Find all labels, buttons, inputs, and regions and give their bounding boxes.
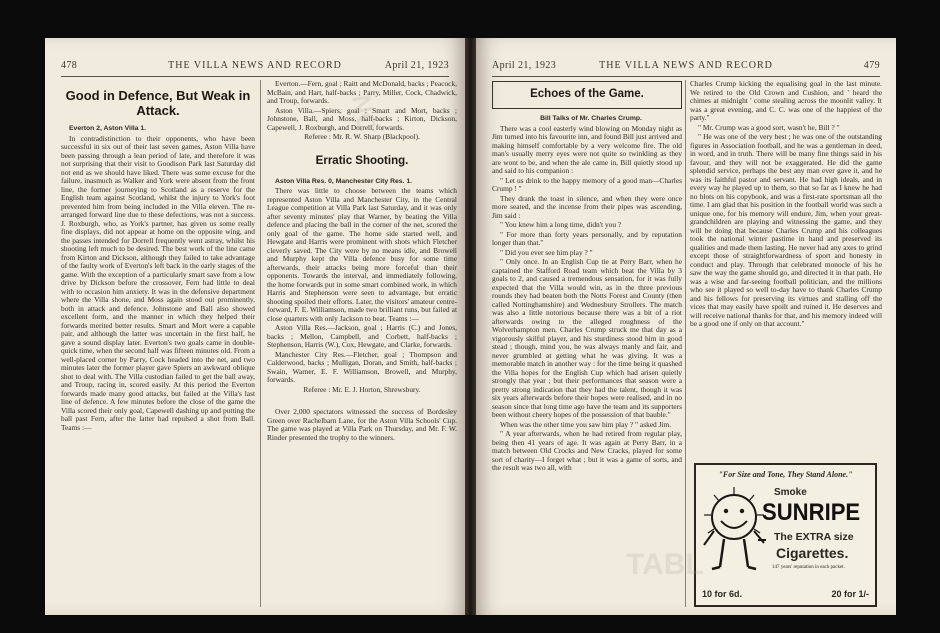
left-header-rule	[61, 76, 449, 77]
echoes-headline: Echoes of the Game.	[530, 88, 644, 100]
article1-team-villa: Aston Villa.—Spiers, goal ; Smart and Mort, backs ; Johnstone, Ball, and Moss, half-backs ; Kirton, Dickson, Capewell, J. Roxburgh, and Dorrell, forwards.	[267, 105, 457, 132]
article1-subhead: Everton 2, Aston Villa 1.	[69, 125, 147, 132]
watermark-fragment: TABL	[626, 548, 704, 581]
echoes-paragraph: " He was one of the very best ; he was one of the outstanding figures in Association football, and he was a gentleman in deed, in word, and in truth. There will be many fine things said in his favour, and they will not be exaggerated. He did the game splendid service, perhaps the best any man ever gave it, and he was its faithful pastor and servant. He had high ideals, and in every way he played up to them, so that so far as I knew he had no blots on his copybook, and was a first-rate sportsman all the time. I am glad that his position in the football world was such a unique one, for his memory will endure, Jim, when your great-grandchildren are playing and witnessing the game, and they will be doing that because Charles Crump and his colleagues took the national winter pastime in hand and preserved its qualities and made them lasting. He never had any axes to grind except those of straightforwardness of sport and honesty in conduct and play. Through that celebrated monocle of his he saw the way the game should go, and directed it in that path. He was a wise and far-seeing football politician, and the millions who see it played so well to-day have to thank Charles Crump and his fellows for preserving its virtues and stalling off the vices that may easily have spoilt and ruined it. He deserves and will receive national thanks for that, and his memory indeed will be a good one if only on that account."	[690, 132, 882, 328]
left-running-head	[61, 60, 449, 72]
ad-slogan: "For Size and Tone, They Stand Alone."	[718, 470, 853, 479]
right-page-number: 479	[863, 60, 880, 71]
article2-teams	[267, 324, 457, 394]
left-page-date: April 21, 1923	[384, 60, 449, 71]
right-column-divider	[685, 80, 686, 607]
ad-smoke-label: Smoke	[774, 487, 807, 498]
left-column-1	[61, 80, 255, 615]
article2-footer-paragraph: Over 2,000 spectators witnessed the success of Bordesley Green over Rachelbarn Lane, for the Aston Villa Schools' Cup. The game was played at Villa Park on Thursday, and Mr. F. W. Rinder presented the trophy to the winners.	[267, 407, 457, 442]
article1-team-everton: Everton.—Fern, goal ; Raitt and McDonald, backs ; Peacock, McBain, and Hart, half-backs ; Parry, Miller, Cock, Chadwick, and Troup, forwards.	[267, 80, 457, 105]
ad-price-twenty: 20 for 1/-	[831, 589, 869, 599]
echoes-paragraph: " Mr. Crump was a good sort, wasn't he, Bill ? "	[698, 122, 840, 132]
right-column-2	[690, 80, 882, 459]
article2-paragraph: There was little to choose between the teams which represented Aston Villa and Manchester City, in the Central League competition at Villa Park last Saturday, and it was only after seventy minutes' play that Warner, by beating the Villa defence and placing the ball in the corner of the net, scored the only goal of the game. The home side started well, and Hewgate and Harris were prominent with shots which Fletcher cleverly saved. The City were by no means idle, and Browell and Murphy kept the Villa defence busy for some time afterwards, their attacks being more forceful than their opponents. Towards the interval, and immediately following, the home forwards put in some smart combined work, in which Harris and Stephenson were seen to advantage, but erratic shooting spoiled their efforts. Later, the visitors' amateur centre-forward, F. E. Williamson, made two brilliant runs, but failed at close quarters with only Jackson to beat. Teams :—	[267, 186, 457, 323]
ad-reputation: 147 years' reputation in each packet.	[772, 565, 845, 570]
right-page-date: April 21, 1923	[492, 60, 557, 71]
ad-brand: SUNRIPE	[762, 499, 861, 526]
sunripe-advertisement	[694, 463, 877, 607]
article1-teams	[267, 80, 457, 142]
smiling-sun-man-illustration	[700, 483, 768, 583]
echoes-paragraph: " You knew him a long time, didn't you ?	[500, 220, 622, 229]
article2-team-villa: Aston Villa Res.—Jackson, goal ; Harris (C.) and Jones, backs ; Mellon, Campbell, and Corbett, half-backs ; Stephenson, Harris (W.), Cox, Hewgate, and Clarke, forwards.	[267, 323, 457, 349]
ad-extra-size: The EXTRA size	[774, 531, 854, 543]
echoes-paragraph: Charles Crump kicking the equalising goal in the last minute. We retired to the Old Crown and Cushion, and ' heard the chimes at midnight ' come stealing across the moonlit valley. It was a great evening, and C. C. was one of the happiest of the party."	[690, 80, 882, 122]
ad-price-ten: 10 for 6d.	[702, 589, 743, 599]
echoes-paragraph: " For more than forty years personally, and by reputation longer than that."	[492, 229, 682, 247]
article1-referee: Referee : Mr. R. W. Sharp (Blackpool).	[304, 132, 420, 141]
echoes-paragraph: " Did you ever see him play ? "	[500, 247, 593, 257]
left-page-number: 478	[61, 60, 78, 71]
echoes-headline-box	[492, 81, 682, 109]
echoes-paragraph: When was the other time you saw him play ? " asked Jim.	[500, 419, 672, 429]
echoes-paragraph: " A year afterwards, when he had retired from regular play, being then 41 years of age. It was again at Perry Barr, in a match between Old Crocks and New Cracks, played for some sort of charity—I forget what ; but it was a game of sorts, and the result was two all, with	[492, 429, 682, 472]
left-column-divider	[260, 80, 261, 607]
left-column-2	[267, 80, 457, 615]
article2-subhead: Aston Villa Res. 0, Manchester City Res. 1.	[275, 177, 412, 185]
right-running-head	[492, 60, 880, 72]
article2-referee: Referee : Mr. E. J. Horton, Shrewsbury.	[303, 384, 421, 394]
right-running-title: THE VILLA NEWS AND RECORD	[599, 60, 773, 71]
ad-product: Cigarettes.	[776, 545, 849, 561]
left-page	[45, 38, 465, 615]
right-page	[476, 38, 896, 615]
echoes-paragraph: They drank the toast in silence, and when they were once more seated, and the incense from their pipes was ascending, Jim said :	[492, 193, 682, 220]
left-running-title: THE VILLA NEWS AND RECORD	[168, 60, 342, 71]
echoes-paragraph: There was a cool easterly wind blowing on Monday night as Jim turned into his favourite inn, and found Bill just arrived and making himself comfortable by a very welcome fire. The old man's usually merry eyes were not quite so twinkling as they are wont to be, and when the ale came in, Bill quietly stood up and said to his companion :	[492, 123, 682, 175]
article2-headline: Erratic Shooting.	[315, 154, 409, 167]
right-column-1	[492, 80, 682, 615]
echoes-paragraph: " Only once. In an English Cup tie at Perry Barr, when he captained the Stafford Road team which beat the Villa by 3 goals to 2, and caused a tremendous sensation, for it was fully expected that the Villa would win, as in the three previous rounds they had beaten both the Notts Forest and County (then called Nottinghamshire) and Wednesbury Strollers. The match was also a little notorious because there was a bit of a riot afterwards owing to the alleged roughness of the Wolverhampton men. Charles Crump struck me that day as a vigorously skilful player, and his sturdiness stood him in good stead ; though, mind you, he was always manly and fair, and never grumbled at getting what he was giving. It was a memorable match in another way : for the time being it quashed the Villa hopes for the English Cup which had arisen quietly strongly that year ; but their performances that season were a pretty strong indication that they had the talent, though it was six years afterwards before their hopes were realised, and in no season since that long time ago have the team and its supporters been without cheery hopes of the possession of that bauble."	[492, 257, 682, 419]
book-spine	[465, 38, 476, 615]
echoes-subhead: Bill Talks of Mr. Charles Crump.	[540, 115, 642, 122]
echoes-paragraph: " Let us drink to the happy memory of a good man—Charles Crump ! "	[492, 175, 682, 193]
right-header-rule	[492, 76, 880, 77]
article2-team-city: Manchester City Res.—Fletcher, goal ; Thompson and Calderwood, backs ; Mulligan, Doran, and Smith, half-backs ; Swain, Warner, E. F. Williamson, Browell, and Murphy, forwards.	[267, 349, 457, 384]
article1-paragraph: In contradistinction to their opponents, who have been successful in six out of their last seven games, Aston Villa have been passing through a lean period of late, and therefore it was not surprising that their visit to Goodison Park last Saturday did not end as we should have liked. There was some excuse for the failure, inasmuch as Walker and York were absent from the front line, the former journeying to Scotland as a reserve for the English team against Scotland, whilst the injury to York's foot prevented him from being included in the Villa eleven. The re-arranged forward line due to these defections, was not a success. J. Roxburgh, who, as York's partner, has given us some really fine displays, did not appear at home on the opposite wing, and the passes intended for Dorrell frequently went astray, whilst his shooting left much to be desired. The best work of the line came from Kirton and Dickson, although they failed to take advantage of the faulty work of Everton's left back in the early stages of the game. With the exception of a particularly smart save from a low drive by Dickson before the crossover, Fern had little to deal with to occasion him anxiety. It was in the defensive department where the Villa shone, and Moss again stood out prominently, both in attack and defence. Johnstone and Ball also showed excellent form, and the manner in which they helped their forwards merited better results. Smart and Mort were a capable pair, and although the latter was uncertain in the first half, he gave a sound display later. Everton's two goals came in double-quick time, when the second half was fifteen minutes old. From a well-placed corner by Parry, Cock headed into the net, and two minutes later the former player gave Spiers an awkward oblique shot to deal with. The Villa custodian failed to get the ball away, and Troup, racing in, scored easily. At this period the Everton forwards made many good attacks, but failed at the Villa's last line of defence. A few minutes before the close of the game the Villa scored their only goal, Capewell dashing up and putting the ball past Fern, after the latter had repulsed a shot from Ball. Teams :—	[61, 133, 255, 432]
watermark-fragment: NC	[346, 92, 383, 135]
article1-headline: Good in Defence, But Weak in Attack.	[65, 88, 251, 118]
